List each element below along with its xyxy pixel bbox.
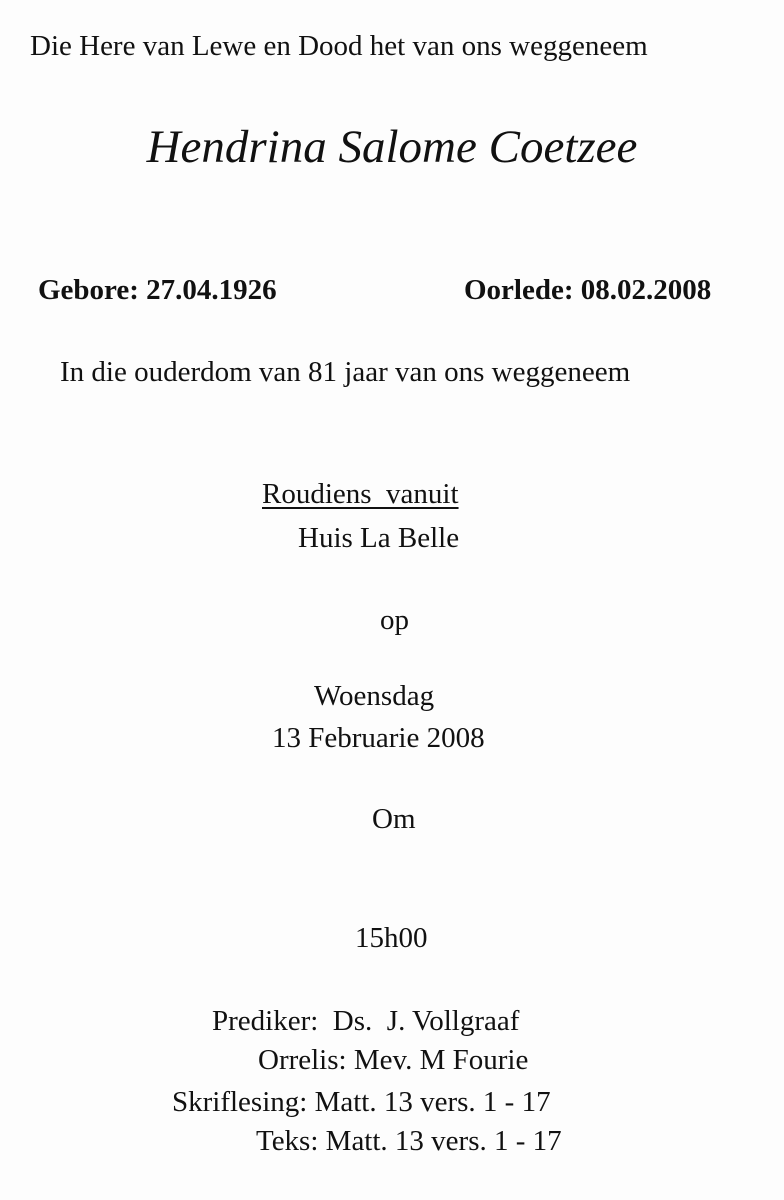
opening-line: Die Here van Lewe en Dood het van ons weggeneem bbox=[30, 30, 648, 62]
death-date: Oorlede: 08.02.2008 bbox=[464, 274, 712, 306]
sermon-text: Teks: Matt. 13 vers. 1 - 17 bbox=[256, 1125, 562, 1157]
age-line: In die ouderdom van 81 jaar van ons weggeneem bbox=[60, 356, 631, 388]
service-heading: Roudiens vanuit bbox=[262, 478, 459, 510]
op-label: op bbox=[380, 604, 409, 636]
service-time: 15h00 bbox=[355, 922, 428, 954]
service-place: Huis La Belle bbox=[298, 522, 460, 554]
scripture-reading: Skriflesing: Matt. 13 vers. 1 - 17 bbox=[172, 1086, 551, 1118]
service-date: 13 Februarie 2008 bbox=[272, 722, 485, 754]
om-label: Om bbox=[372, 803, 416, 835]
service-day: Woensdag bbox=[314, 680, 435, 712]
birth-date: Gebore: 27.04.1926 bbox=[38, 274, 277, 306]
preacher: Prediker: Ds. J. Vollgraaf bbox=[212, 1005, 520, 1037]
organist: Orrelis: Mev. M Fourie bbox=[258, 1044, 529, 1076]
deceased-name: Hendrina Salome Coetzee bbox=[146, 121, 638, 173]
